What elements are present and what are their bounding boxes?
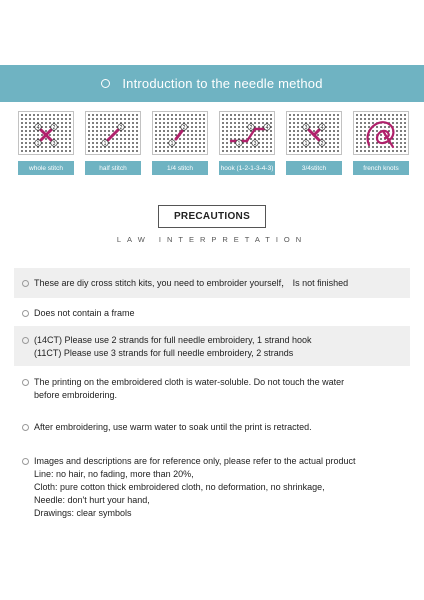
note-item <box>22 421 312 434</box>
svg-text:2: 2 <box>320 141 324 147</box>
svg-text:1: 1 <box>237 141 241 147</box>
banner-title: Introduction to the needle method <box>122 76 323 91</box>
three-quarter-stitch-diagram-icon <box>286 111 342 155</box>
circle-bullet-icon <box>22 424 29 431</box>
precautions-title: PRECAUTIONS <box>158 205 266 228</box>
stitch-label: half stitch <box>85 161 141 175</box>
note-text: Needle: don't hurt your hand, <box>34 495 150 505</box>
note-text: The printing on the embroidered cloth is water-soluble. Do not touch the water <box>34 377 345 387</box>
note-item <box>22 277 348 290</box>
note-item <box>22 307 135 320</box>
circle-bullet-icon <box>22 337 29 344</box>
stitch-label: 3/4stitch <box>286 161 342 175</box>
note-item <box>22 376 344 402</box>
stitch-label: whole stitch <box>18 161 74 175</box>
note-text: Cloth: pure cotton thick embroidered cloth, no deformation, no shrinkage, <box>34 482 325 492</box>
svg-text:3: 3 <box>52 141 56 147</box>
svg-text:4: 4 <box>265 125 269 131</box>
circle-bullet-icon <box>22 280 29 287</box>
whole-stitch-diagram-icon <box>18 111 74 155</box>
hook-stitch-diagram-icon <box>219 111 275 155</box>
stitch-label: 1/4 stitch <box>152 161 208 175</box>
svg-text:2: 2 <box>119 125 123 131</box>
circle-bullet-icon <box>22 379 29 386</box>
note-text: Images and descriptions are for reference only, please refer to the actual product <box>34 456 356 466</box>
precautions-subtitle <box>0 235 424 244</box>
half-stitch-diagram-icon <box>85 111 141 155</box>
svg-text:4: 4 <box>36 125 40 131</box>
stitch-french-knots <box>353 111 409 175</box>
stitch-hook <box>219 111 275 175</box>
section-banner <box>0 65 424 102</box>
french-knot-diagram-icon <box>353 111 409 155</box>
svg-text:2: 2 <box>249 125 253 131</box>
stitch-whole <box>18 111 74 175</box>
circle-bullet-icon <box>22 310 29 317</box>
note-item <box>22 455 356 520</box>
circle-icon <box>101 79 110 88</box>
stitch-label: hook (1-2-1-3-4-3) <box>219 161 275 175</box>
note-item <box>22 334 311 360</box>
svg-text:1: 1 <box>103 141 107 147</box>
svg-text:1: 1 <box>36 141 40 147</box>
subtitle-text: LAW INTERPRETATION <box>116 235 308 244</box>
svg-text:2: 2 <box>52 125 56 131</box>
stitch-three-quarter <box>286 111 342 175</box>
stitch-quarter <box>152 111 208 175</box>
note-text: Drawings: clear symbols <box>34 508 132 518</box>
note-text: Does not contain a frame <box>34 308 135 318</box>
quarter-stitch-diagram-icon <box>152 111 208 155</box>
stitch-half <box>85 111 141 175</box>
svg-text:2: 2 <box>182 125 186 131</box>
svg-text:1: 1 <box>170 141 174 147</box>
circle-bullet-icon <box>22 458 29 465</box>
note-text: (11CT) Please use 3 strands for full needle embroidery, 2 strands <box>34 348 294 358</box>
note-text: before embroidering. <box>34 390 118 400</box>
stitch-label: french knots <box>353 161 409 175</box>
stitch-diagrams <box>18 111 410 181</box>
note-text: After embroidering, use warm water to soak until the print is retracted. <box>34 422 312 432</box>
note-text: (14CT) Please use 2 strands for full needle embroidery, 1 strand hook <box>34 335 312 345</box>
svg-text:1: 1 <box>304 141 308 147</box>
note-text: Line: no hair, no fading, more than 20%, <box>34 469 194 479</box>
svg-text:3: 3 <box>253 141 257 147</box>
svg-text:3: 3 <box>304 125 308 131</box>
note-text: These are diy cross stitch kits, you need to embroider yourself， Is not finished <box>34 278 349 288</box>
svg-text:4: 4 <box>320 125 324 131</box>
